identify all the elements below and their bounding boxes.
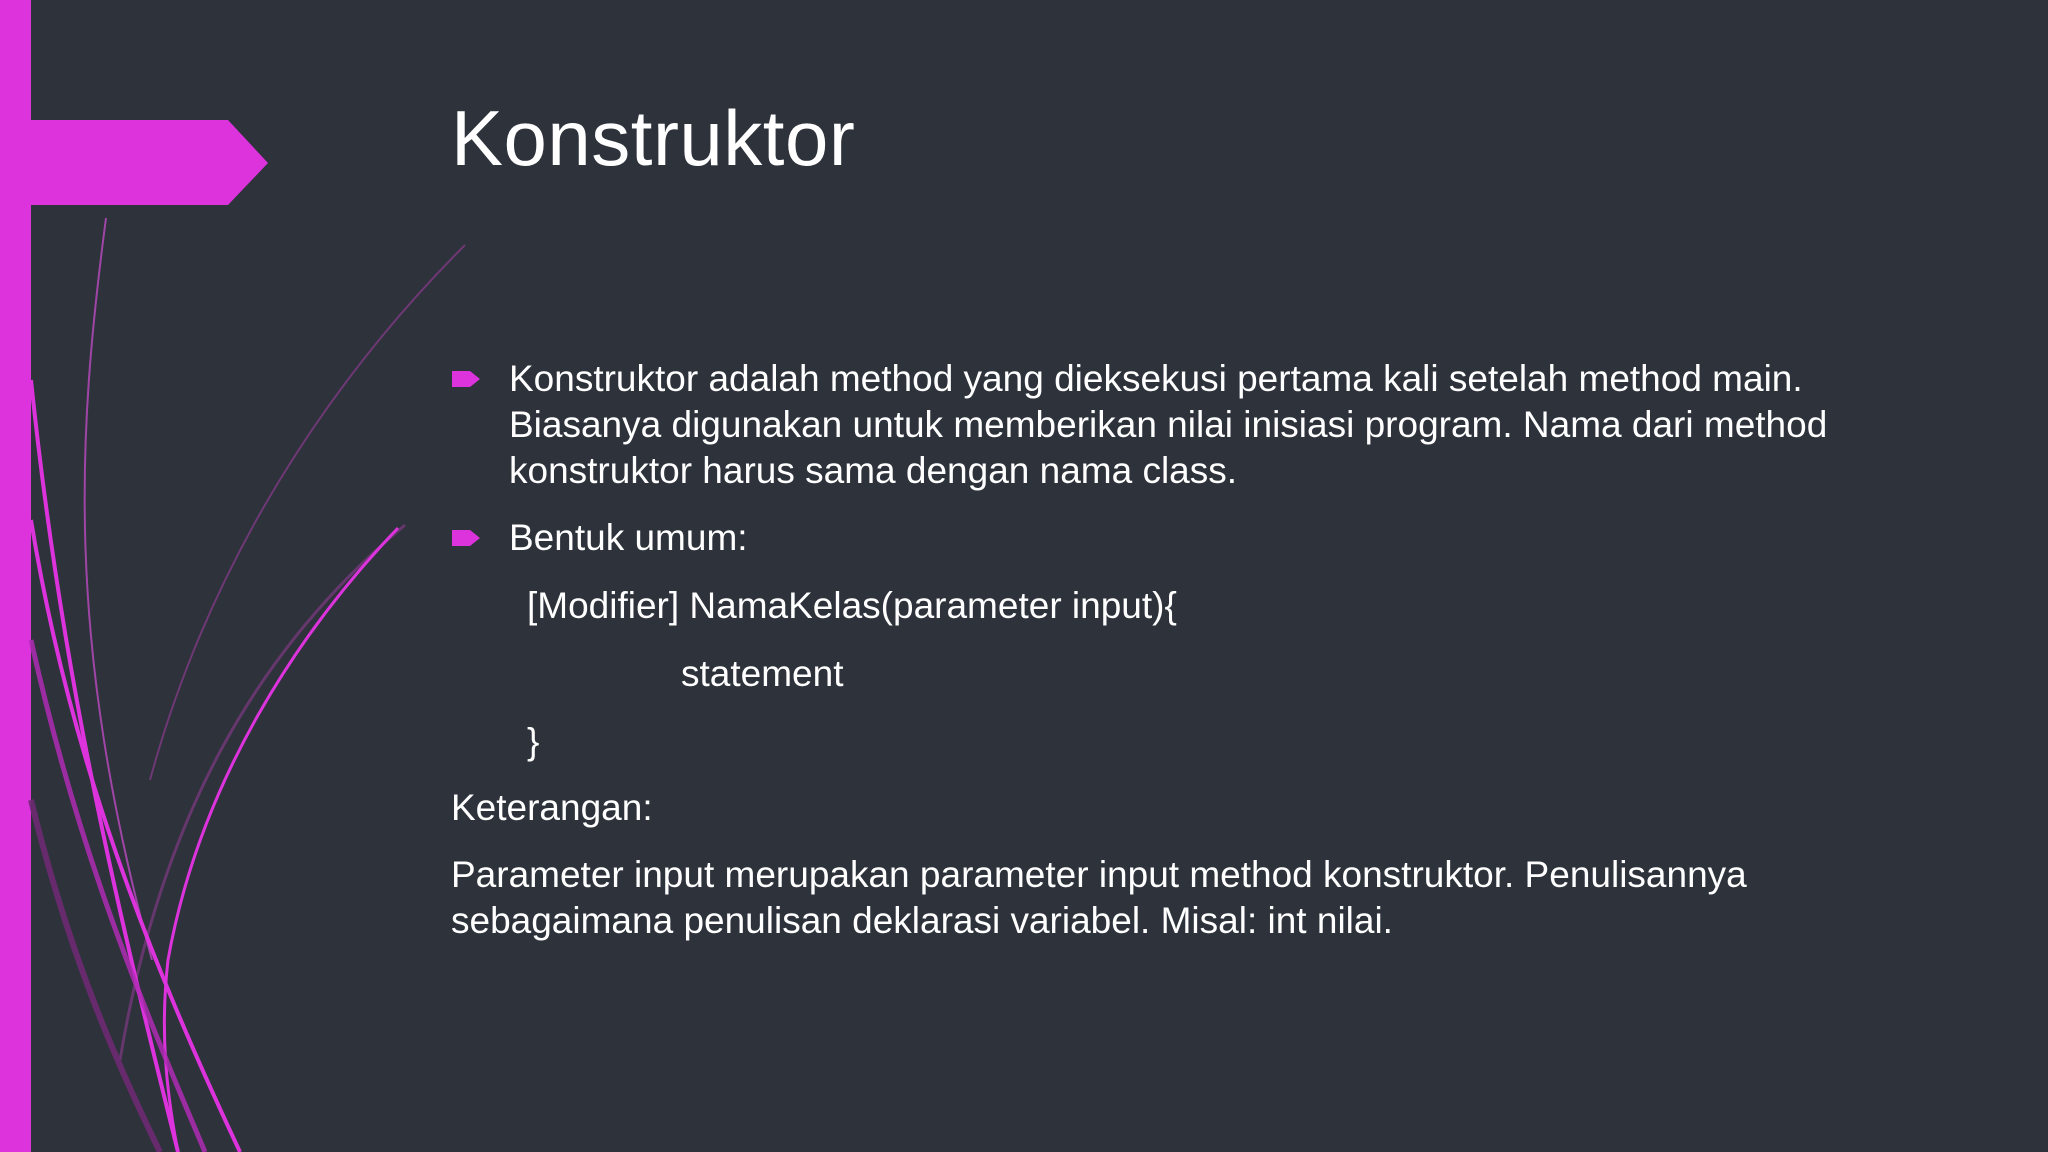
keterangan-label: Keterangan: — [451, 787, 653, 828]
bullet-text-line: konstruktor harus sama dengan nama class. — [509, 450, 1238, 491]
bullet-text-line: Konstruktor adalah method yang dieksekusi pertama kali setelah method main. — [509, 358, 1803, 399]
code-line: } — [527, 721, 540, 762]
arrow-bullet-icon — [452, 369, 482, 389]
code-line: [Modifier] NamaKelas(parameter input){ — [527, 585, 1177, 626]
bullet-text-line: Bentuk umum: — [509, 517, 748, 558]
keterangan-text-line: sebagaimana penulisan deklarasi variabel. Misal: int nilai. — [451, 900, 1393, 941]
keterangan-text-line: Parameter input merupakan parameter input method konstruktor. Penulisannya — [451, 854, 1747, 895]
bullet-text-line: Biasanya digunakan untuk memberikan nilai inisiasi program. Nama dari method — [509, 404, 1828, 445]
decor-curve — [31, 800, 160, 1152]
title-arrow-banner — [0, 120, 268, 205]
decor-curve — [85, 218, 152, 960]
code-line: statement — [681, 653, 844, 694]
arrow-bullet-icon — [452, 528, 482, 548]
decor-curve — [150, 245, 465, 780]
slide-title: Konstruktor — [451, 94, 856, 182]
